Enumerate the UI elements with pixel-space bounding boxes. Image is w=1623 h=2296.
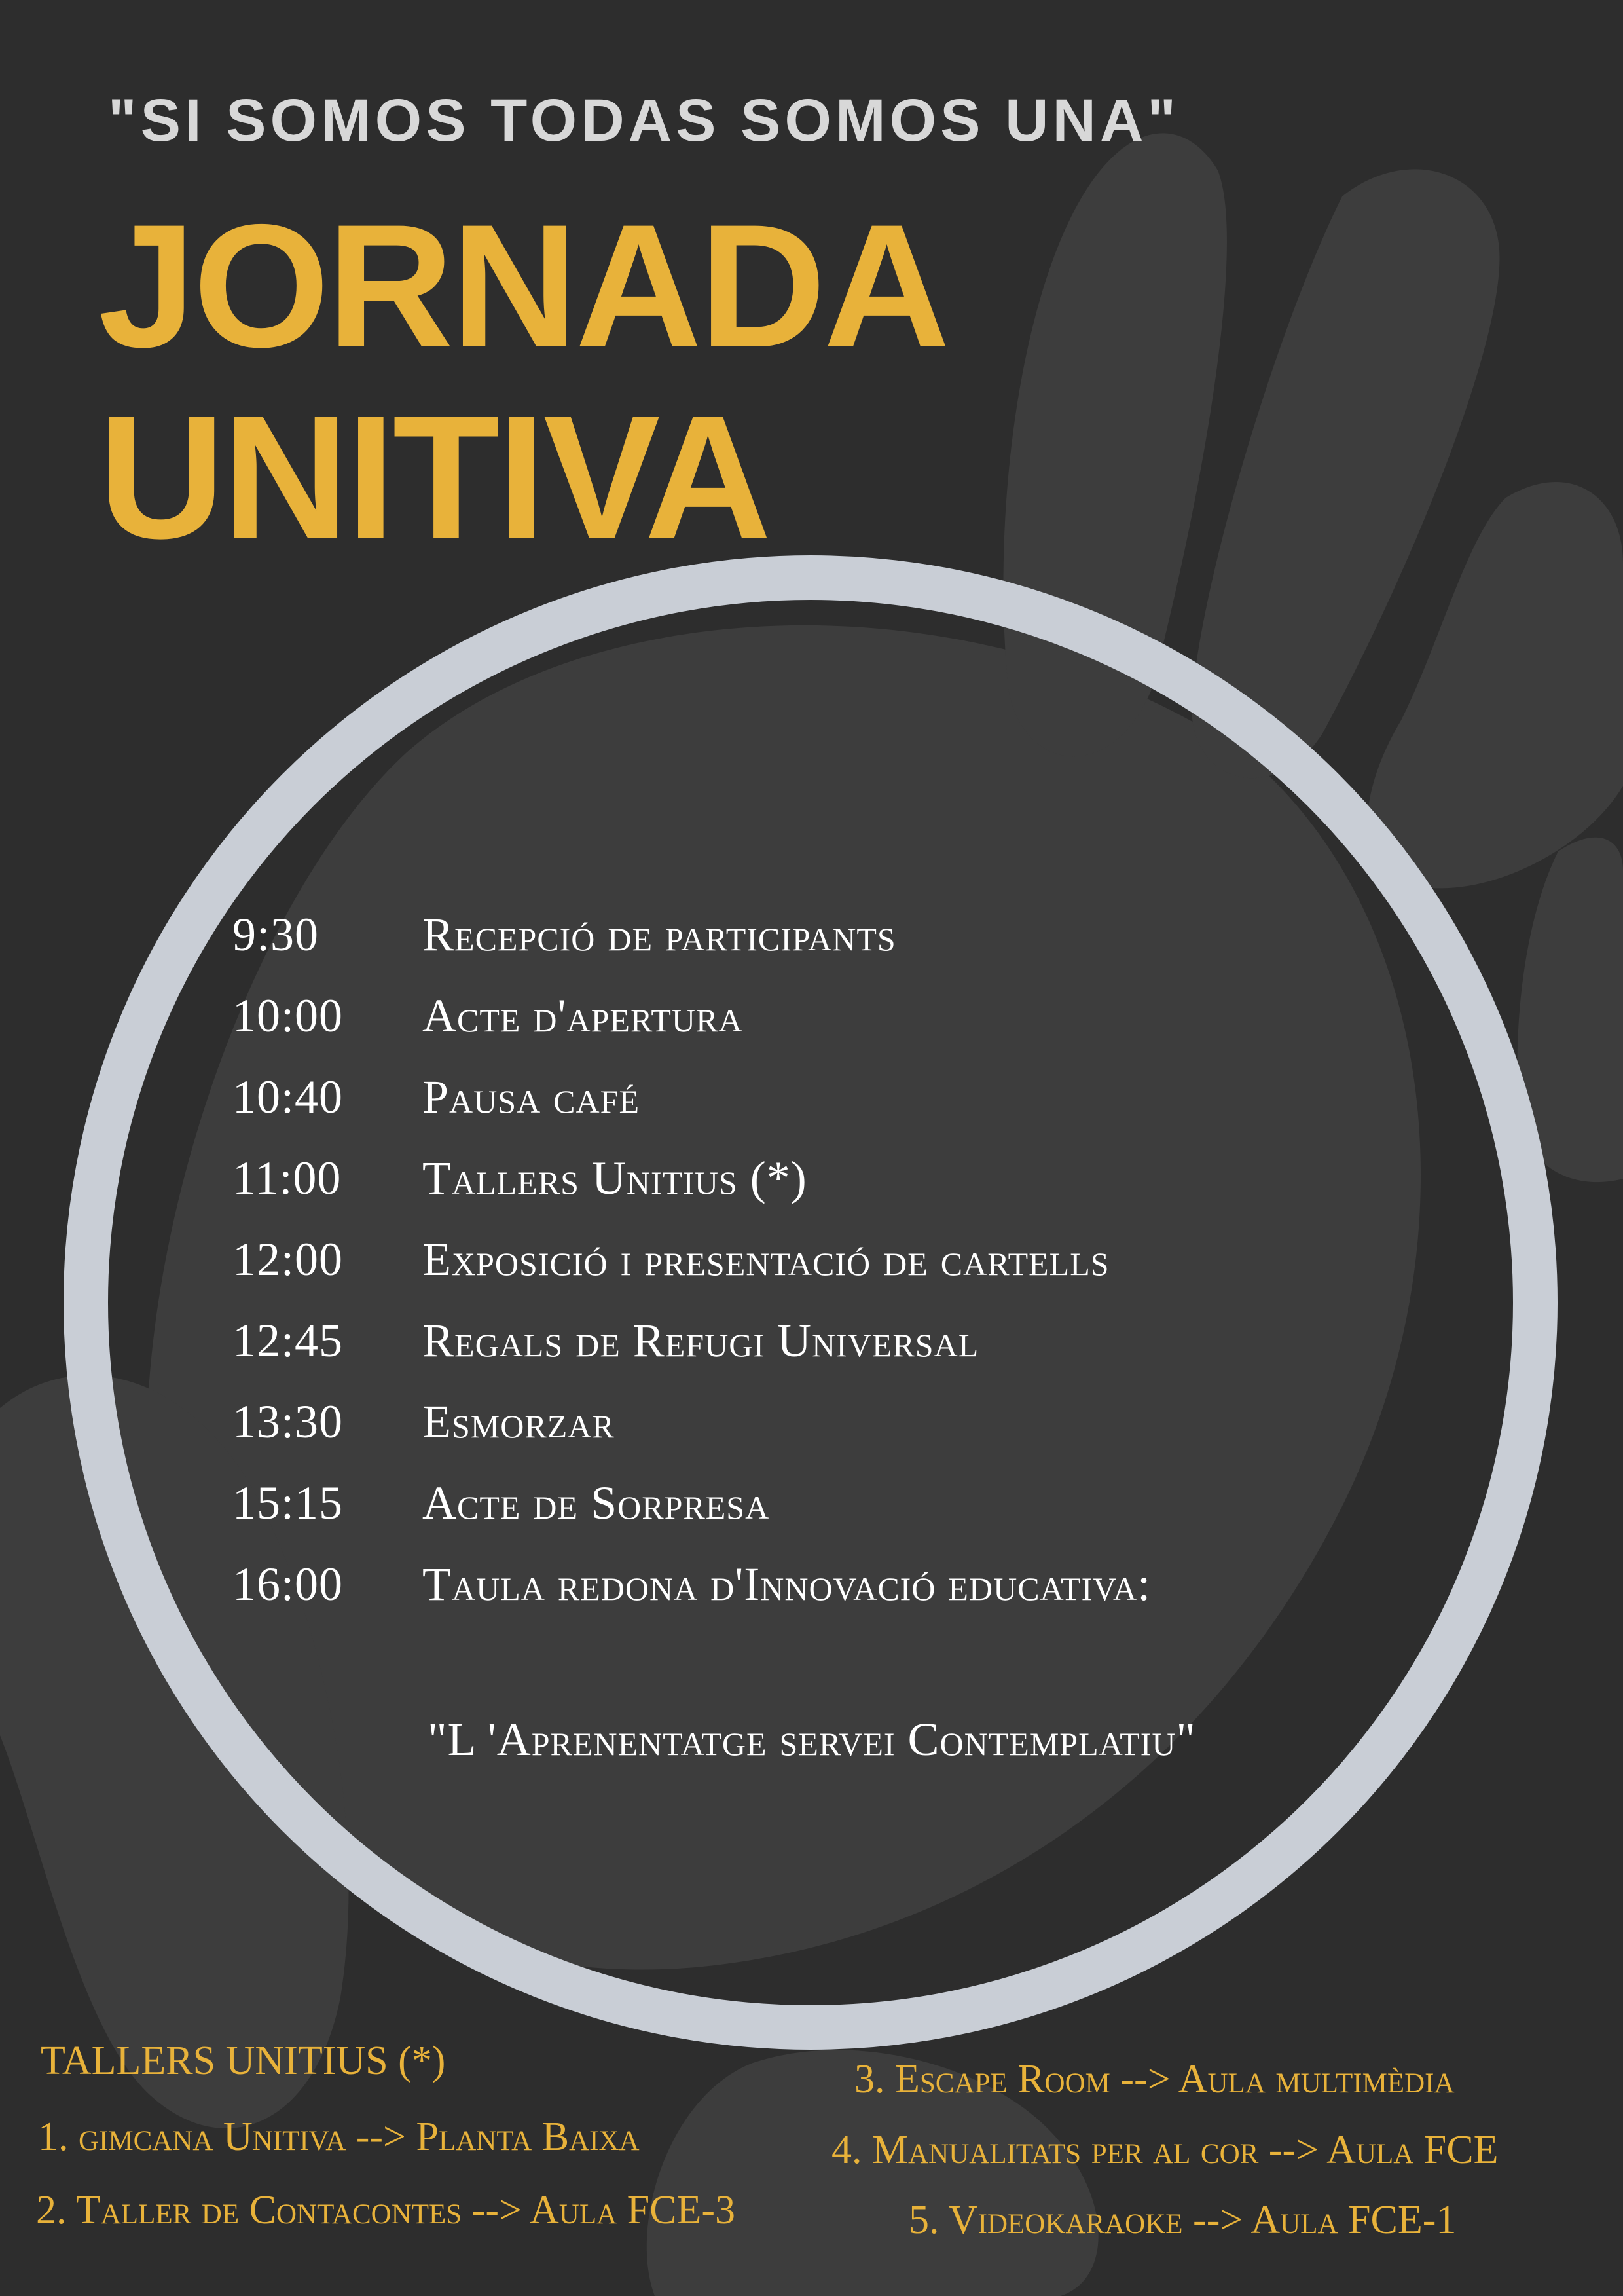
schedule-time: 15:15 [232,1476,344,1529]
schedule-event: Regals de Refugi Universal [422,1314,979,1367]
schedule-event: Pausa café [422,1070,640,1123]
schedule-event: Acte de Sorpresa [422,1476,770,1529]
schedule-time: 11:00 [232,1151,342,1204]
schedule-row [232,1381,1450,1462]
schedule-event: Exposició i presentació de cartells [422,1232,1110,1286]
schedule-row [232,1300,1450,1381]
schedule-time: 9:30 [232,908,319,961]
workshops-heading: TALLERS UNITIUS (*) [41,2039,446,2083]
page-title [98,187,948,575]
round-table-title: "L 'Aprenentatge servei Contemplatiu" [428,1713,1196,1766]
schedule-row [232,1544,1450,1625]
schedule-time: 16:00 [232,1557,344,1610]
workshop-item: 1. gimcana Unitiva --> Planta Baixa [38,2115,640,2159]
schedule-row [232,1138,1450,1219]
workshop-item: 4. Manualitats per al cor --> Aula FCE [831,2128,1499,2172]
schedule-list [232,894,1450,1625]
workshop-item: 3. Escape Room --> Aula multimèdia [854,2057,1455,2102]
workshop-item: 2. Taller de Contacontes --> Aula FCE-3 [36,2188,736,2232]
title-line-2: UNITIVA [98,379,769,575]
schedule-event: Acte d'apertura [422,989,743,1042]
schedule-row [232,894,1450,975]
schedule-row [232,1219,1450,1300]
schedule-time: 12:45 [232,1314,344,1367]
schedule-time: 13:30 [232,1395,344,1448]
schedule-time: 10:40 [232,1070,344,1123]
schedule-row [232,1462,1450,1544]
schedule-event: Recepció de participants [422,908,896,961]
workshop-item: 5. Videokaraoke --> Aula FCE-1 [909,2198,1457,2242]
schedule-row [232,975,1450,1056]
schedule-time: 12:00 [232,1232,344,1286]
slogan: "SI SOMOS TODAS SOMOS UNA" [108,87,1180,154]
schedule-event: Taula redona d'Innovació educativa: [422,1557,1152,1610]
schedule-time: 10:00 [232,989,344,1042]
title-line-1: JORNADA [98,187,948,384]
schedule-row [232,1056,1450,1138]
schedule-event: Esmorzar [422,1395,615,1448]
schedule-event: Tallers Unitius (*) [422,1151,807,1204]
